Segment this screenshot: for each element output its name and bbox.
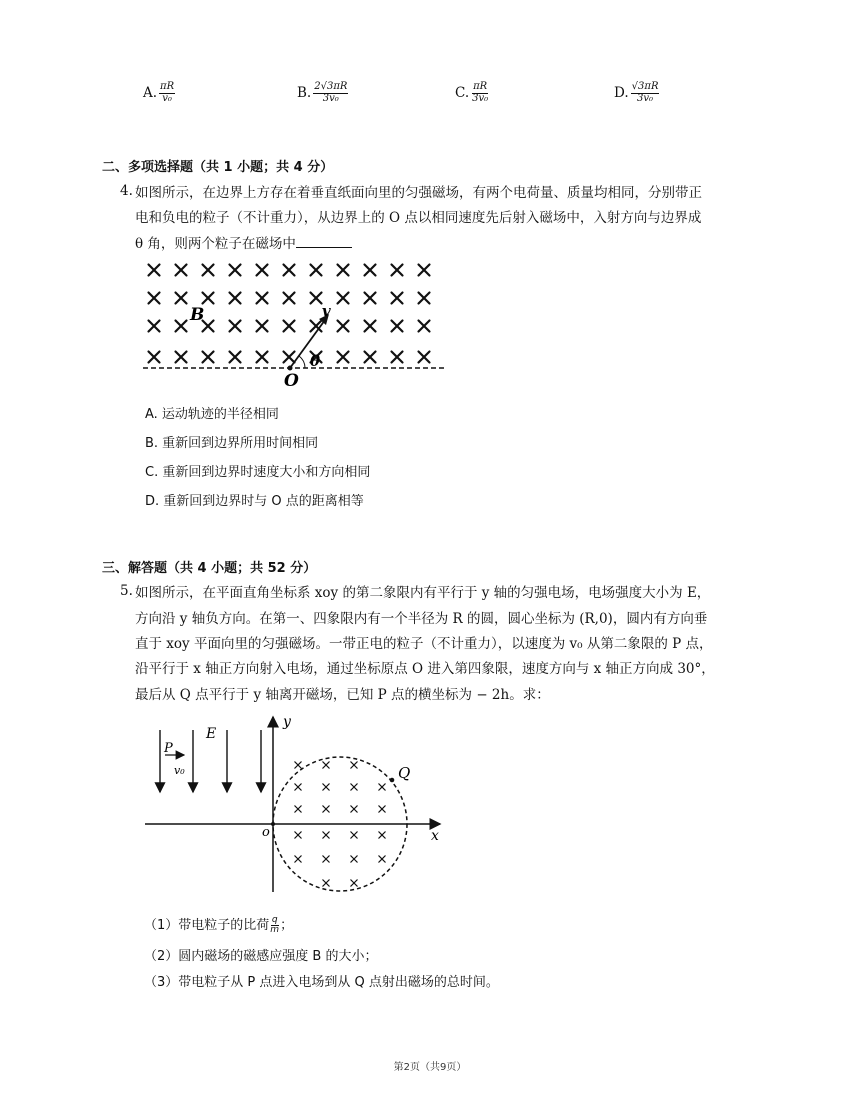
label-v: v (322, 302, 331, 320)
option-c-fraction: $\frac{\pi R}{\text{3v₀}}$ (472, 81, 489, 104)
choice-c[interactable]: C. 重新回到边界时速度大小和方向相同 (145, 465, 371, 480)
option-a-fraction: $\frac{\pi R}{\text{v₀}}$ (160, 81, 175, 104)
section-title-multiple-choice: 二、多项选择题（共 1 小题；共 4 分） (102, 160, 334, 175)
choice-a[interactable]: A. 运动轨迹的半径相同 (145, 407, 279, 422)
sub-question-1: （1）带电粒子的比荷 $\frac{q}{m}$ ； (144, 914, 294, 935)
label-b: B (190, 305, 205, 325)
question-5-coordinate-figure (140, 712, 450, 897)
question-5-number: 5. (120, 583, 133, 599)
page-footer: 第2页（共9页） (393, 1062, 467, 1073)
question-4-line-2: 电和负电的粒子（不计重力），从边界上的 O 点以相同速度先后射入磁场中，入射方向与边界成 (135, 210, 702, 226)
previous-question-options (0, 82, 860, 122)
question-5-line-1: 如图所示，在平面直角坐标系 xoy 的第二象限内有平行于 y 轴的匀强电场，电场强度大小为 E， (135, 585, 711, 601)
label-v0: v₀ (174, 764, 185, 777)
option-d-fraction: $\frac{√3\pi R}{\text{3v₀}}$ (631, 81, 659, 104)
label-q: Q (398, 764, 411, 782)
sub-question-2: （2）圆内磁场的磁感应强度 B 的大小； (144, 949, 378, 964)
label-e: E (206, 726, 217, 742)
section-title-solution: 三、解答题（共 4 小题；共 52 分） (102, 561, 317, 576)
question-5-line-2: 方向沿 y 轴负方向。在第一、四象限内有一个半径为 R 的圆，圆心坐标为 (R,0)，圆内有方向垂 (135, 611, 708, 627)
label-y: y (283, 714, 291, 730)
label-x: x (431, 828, 439, 844)
question-4-number: 4. (120, 183, 133, 199)
question-4-line-3: θ 角，则两个粒子在磁场中 (135, 236, 296, 252)
label-p: P (164, 741, 173, 756)
option-b: B. $\frac{2√3\pi R}{\text{3v₀}}$ (297, 81, 348, 104)
label-origin: o (262, 825, 270, 840)
answer-blank (296, 233, 352, 248)
label-theta: θ (310, 352, 321, 370)
origin-point (288, 366, 293, 371)
sub-question-3: （3）带电粒子从 P 点进入电场到从 Q 点射出磁场的总时间。 (144, 975, 499, 990)
option-c: C. $\frac{\pi R}{\text{3v₀}}$ (455, 81, 489, 104)
question-4-line-1: 如图所示，在边界上方存在着垂直纸面向里的匀强磁场，有两个电荷量、质量均相同，分别带正 (135, 185, 702, 201)
question-5-line-4: 沿平行于 x 轴正方向射入电场，通过坐标原点 O 进入第四象限，速度方向与 x 轴正方向成 30°， (135, 661, 715, 677)
question-4-magnetic-field-figure (140, 258, 450, 390)
question-5-line-3: 直于 xoy 平面向里的匀强磁场。一带正电的粒子（不计重力），以速度为 v₀ 从第二象限的 P 点， (135, 636, 713, 652)
choice-d[interactable]: D. 重新回到边界时与 O 点的距离相等 (145, 494, 364, 509)
theta-arc (299, 356, 305, 368)
question-5-line-5: 最后从 Q 点平行于 y 轴离开磁场，已知 P 点的横坐标为 − 2h。求： (135, 687, 550, 703)
choice-b[interactable]: B. 重新回到边界所用时间相同 (145, 436, 319, 451)
exit-point-q (390, 778, 395, 783)
label-o: O (284, 371, 299, 390)
option-a: A. $\frac{\pi R}{\text{v₀}}$ (143, 81, 175, 104)
origin-dot (271, 822, 275, 826)
question-4-line-3-wrap (135, 233, 775, 254)
option-b-fraction: $\frac{2√3\pi R}{\text{3v₀}}$ (314, 81, 348, 104)
charge-mass-ratio: $\frac{q}{m}$ (270, 914, 280, 935)
option-d: D. $\frac{√3\pi R}{\text{3v₀}}$ (614, 81, 659, 104)
